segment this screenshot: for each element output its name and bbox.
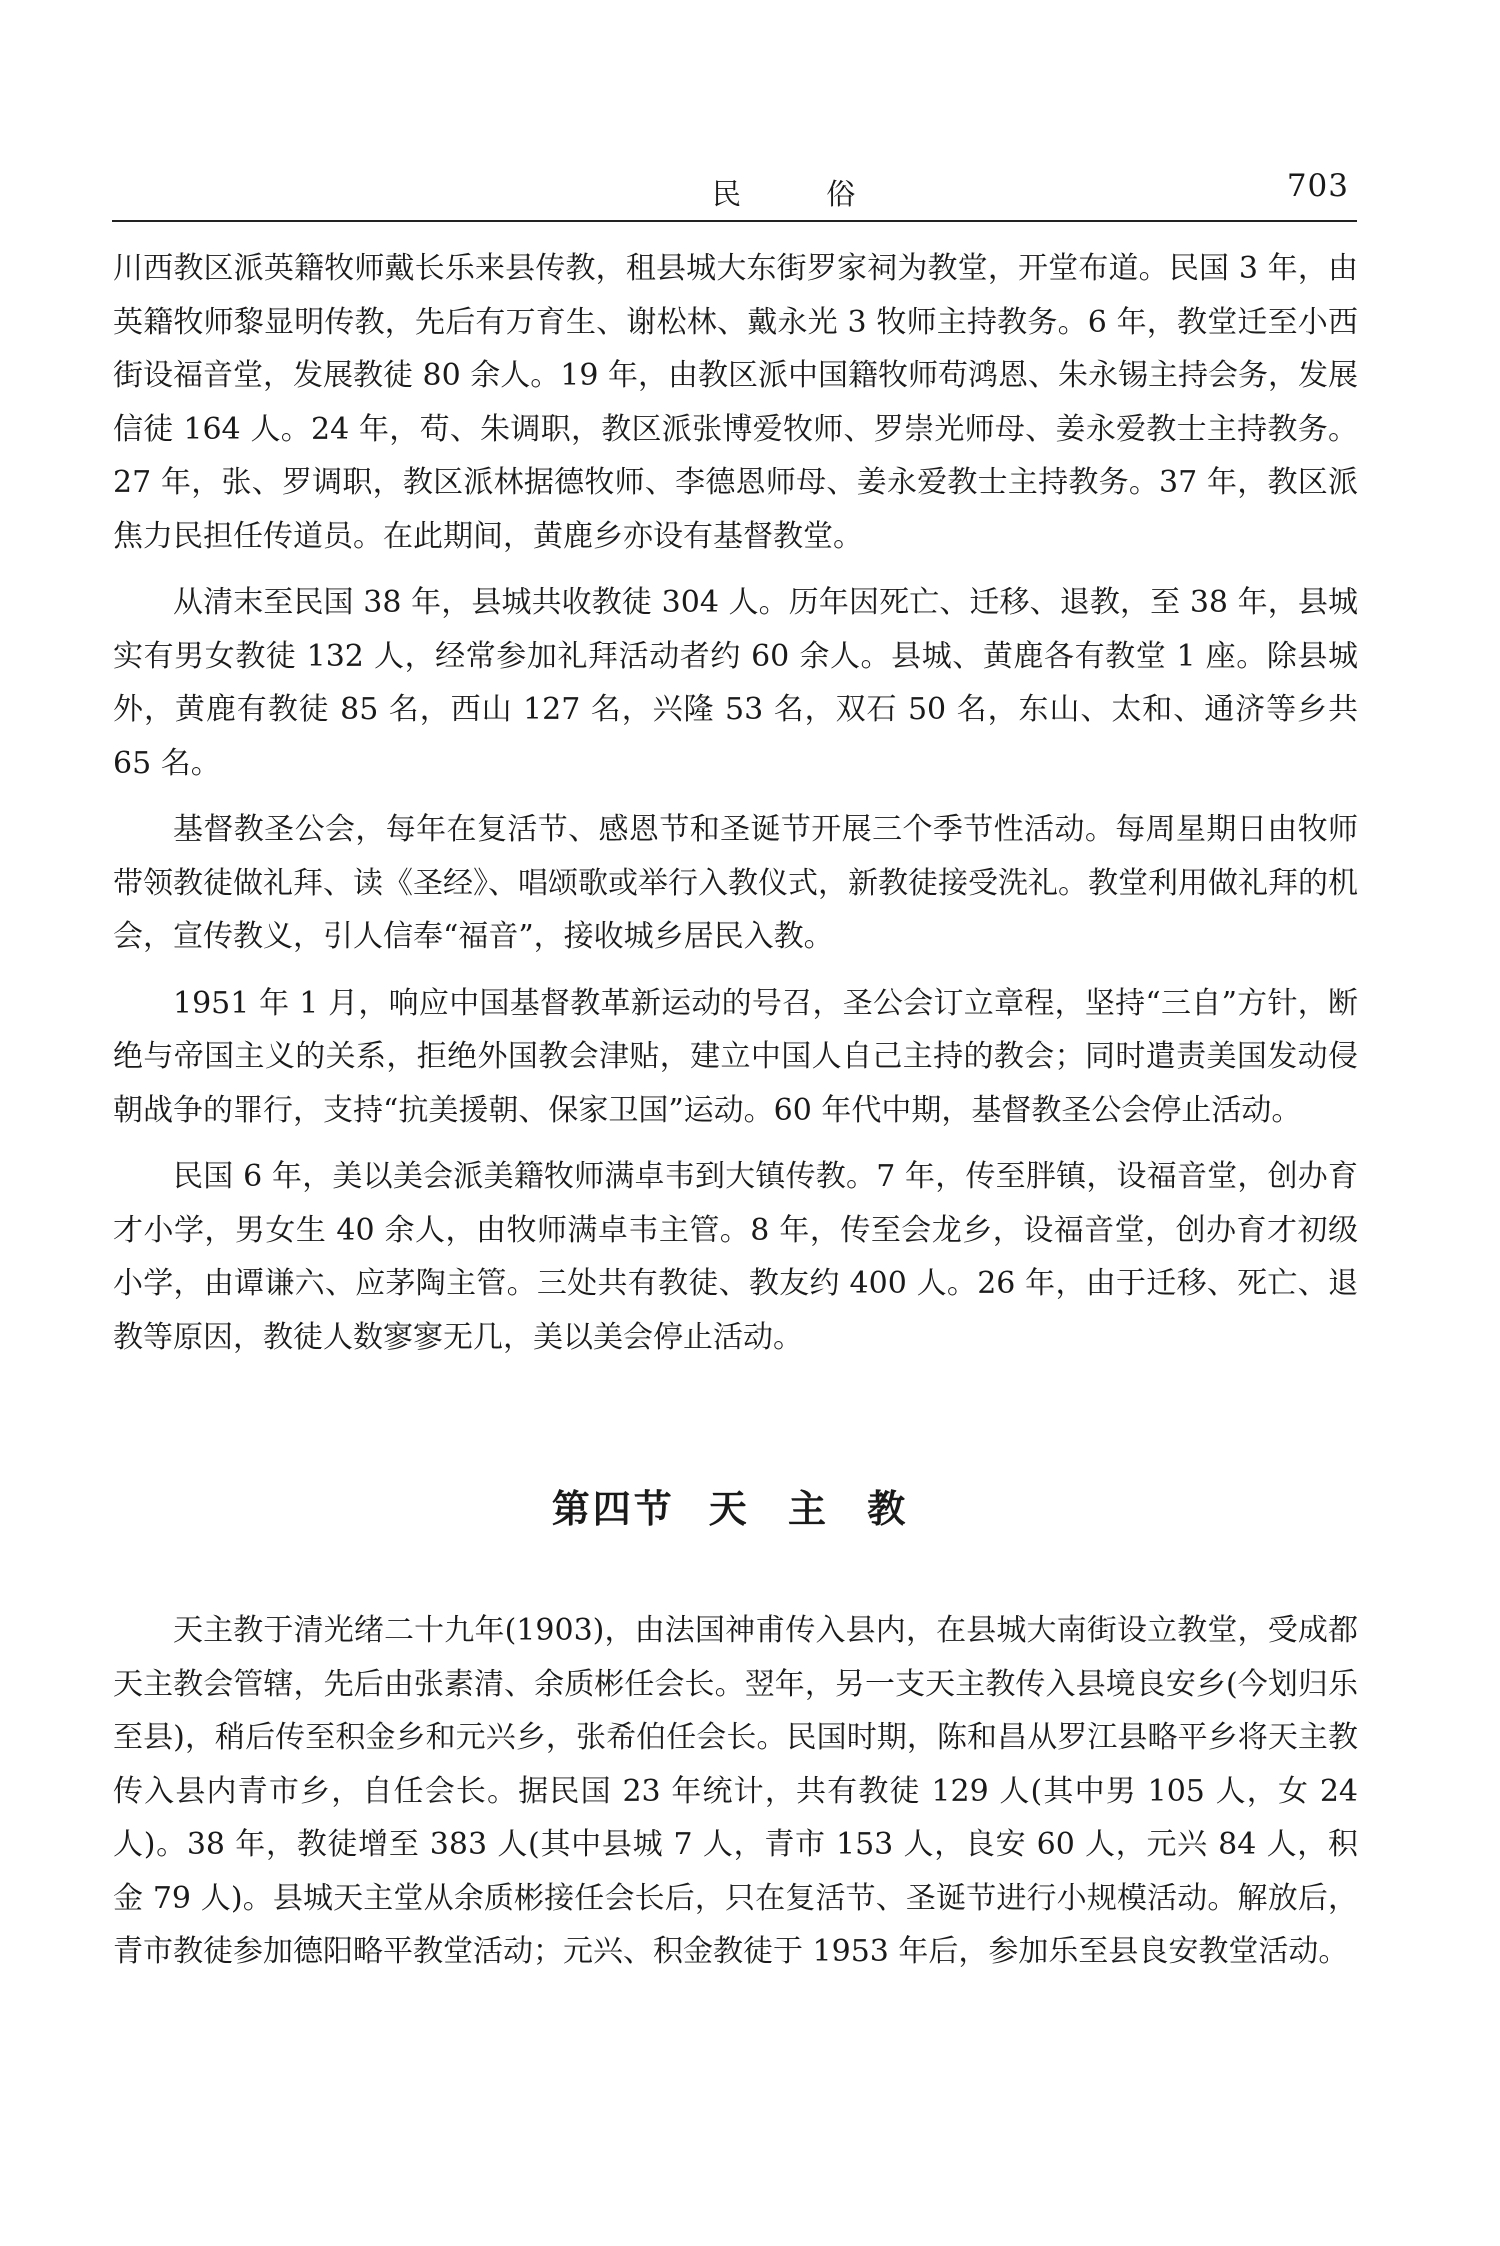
section-number: 第四节 bbox=[551, 1487, 675, 1531]
paragraph: 1951 年 1 月，响应中国基督教革新运动的号召，圣公会订立章程，坚持“三自”方针，断绝与帝国主义的关系，拒绝外国教会津贴，建立中国人自己主持的教会；同时遣责美国发动侵朝战争的罪行，支持“抗美援朝、保家卫国”运动。60 年代中期，基督教圣公会停止活动。 bbox=[113, 985, 1358, 1128]
section-title: 天 主 教 bbox=[708, 1487, 920, 1531]
paragraph: 从清末至民国 38 年，县城共收教徒 304 人。历年因死亡、迁移、退教，至 38 年，县城实有男女教徒 132 人，经常参加礼拜活动者约 60 余人。县城、黄鹿各有教堂 1 座。除县城外，黄鹿有教徒 85 名，西山 127 名，兴隆 53 名，双石 50 名，东山、太和、通济等乡共 65 名。 bbox=[113, 585, 1358, 781]
header-rule bbox=[112, 220, 1357, 222]
section-heading bbox=[113, 1478, 1358, 1533]
paragraph: 民国 6 年，美以美会派美籍牧师满卓韦到大镇传教。7 年，传至胖镇，设福音堂，创办育才小学，男女生 40 余人，由牧师满卓韦主管。8 年，传至会龙乡，设福音堂，创办育才初级小学，由谭谦六、应茅陶主管。三处共有教徒、教友约 400 人。26 年，由于迁移、死亡、退教等原因，教徒人数寥寥无几，美以美会停止活动。 bbox=[113, 1159, 1358, 1355]
paragraph: 基督教圣公会，每年在复活节、感恩节和圣诞节开展三个季节性活动。每周星期日由牧师带领教徒做礼拜、读《圣经》、唱颂歌或举行入教仪式，新教徒接受洗礼。教堂利用做礼拜的机会，宣传教义，引人信奉“福音”，接收城乡居民入教。 bbox=[113, 812, 1358, 954]
page-number: 703 bbox=[1286, 168, 1349, 204]
paragraph: 天主教于清光绪二十九年(1903)，由法国神甫传入县内，在县城大南街设立教堂，受成都天主教会管辖，先后由张素清、余质彬任会长。翌年，另一支天主教传入县境良安乡(今划归乐至县)，稍后传至积金乡和元兴乡，张希伯任会长。民国时期，陈和昌从罗江县略平乡将天主教传入县内青市乡，自任会长。据民国 23 年统计，共有教徒 129 人(其中男 105 人，女 24 人)。38 年，教徒增至 383 人(其中县城 7 人，青市 153 人，良安 60 人，元兴 84 人，积金 79 人)。县城天主堂从余质彬接任会长后，只在复活节、圣诞节进行小规模活动。解放后，青市教徒参加德阳略平教堂活动；元兴、积金教徒于 1953 年后，参加乐至县良安教堂活动。 bbox=[113, 1613, 1358, 1969]
body-text-bottom bbox=[113, 1604, 1358, 1992]
running-header bbox=[112, 168, 1357, 228]
running-title: 民 俗 bbox=[712, 177, 894, 211]
paragraph: 川西教区派英籍牧师戴长乐来县传教，租县城大东街罗家祠为教堂，开堂布道。民国 3 年，由英籍牧师黎显明传教，先后有万育生、谢松林、戴永光 3 牧师主持教务。6 年，教堂迁至小西街设福音堂，发展教徒 80 余人。19 年，由教区派中国籍牧师苟鸿恩、朱永锡主持会务，发展信徒 164 人。24 年，苟、朱调职，教区派张博爱牧师、罗崇光师母、姜永爱教士主持教务。27 年，张、罗调职，教区派林据德牧师、李德恩师母、姜永爱教士主持教务。37 年，教区派焦力民担任传道员。在此期间，黄鹿乡亦设有基督教堂。 bbox=[113, 251, 1358, 554]
body-text-top bbox=[113, 242, 1358, 1377]
